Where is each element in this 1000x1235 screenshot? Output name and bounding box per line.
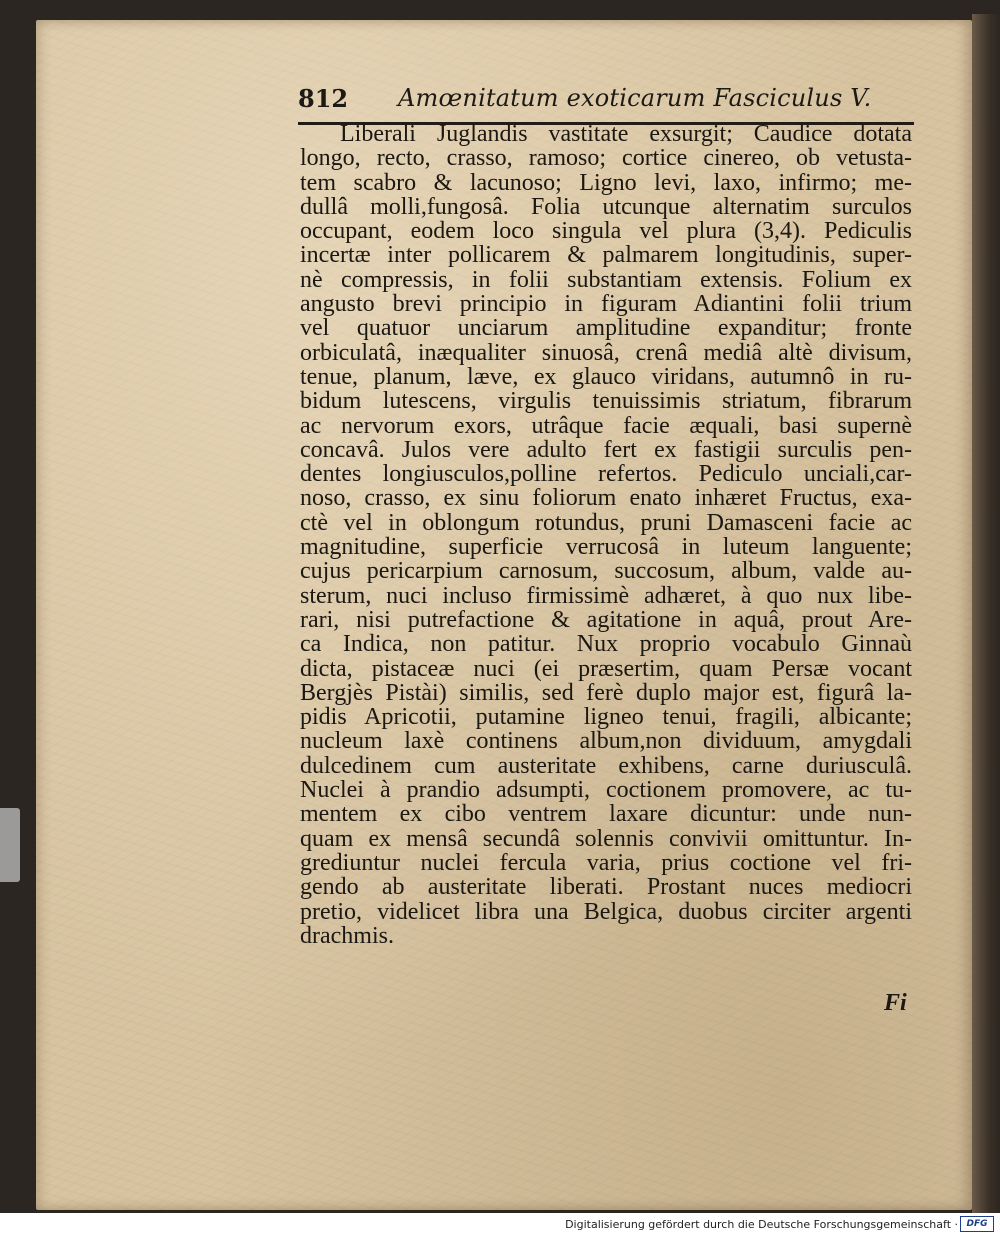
text-line: concavâ. Julos vere adulto fert ex fastigii surculis pen-: [300, 436, 912, 463]
text-line: bidum lutescens, virgulis tenuissimis striatum, fibrarum: [300, 388, 912, 415]
running-title: Amœnitatum exoticarum Fasciculus V.: [398, 84, 872, 112]
text-line: longo, recto, crasso, ramoso; cortice cinereo, ob vetusta-: [300, 145, 912, 172]
text-line: sterum, nuci incluso firmissimè adhæret, à quo nux libe-: [300, 582, 912, 609]
binding-gutter: [972, 14, 1000, 1213]
page-edge-tab: [0, 808, 20, 882]
text-line: pretio, videlicet libra una Belgica, duobus circiter argenti: [300, 898, 912, 925]
text-line: ca Indica, non patitur. Nux proprio vocabulo Ginnaù: [300, 631, 912, 658]
dfg-logo: DFG: [960, 1216, 994, 1232]
text-line: gendo ab austeritate liberati. Prostant nuces mediocri: [300, 874, 912, 901]
page-number: 812: [298, 84, 349, 113]
text-line: tenue, planum, læve, ex glauco viridans, autumnô in ru-: [300, 363, 912, 390]
text-line: grediuntur nuclei fercula varia, prius coctione vel fri-: [300, 849, 912, 876]
body-text: [300, 122, 912, 948]
footer-credit: Digitalisierung gefördert durch die Deutsche Forschungsgemeinschaft ·: [565, 1218, 958, 1231]
text-line: quam ex mensâ secundâ solennis convivii omittuntur. In-: [300, 825, 912, 852]
text-line: vel quatuor unciarum amplitudine expanditur; fronte: [300, 315, 912, 342]
text-line: dicta, pistaceæ nuci (ei præsertim, quam Persæ vocant: [300, 655, 912, 682]
text-line: occupant, eodem loco singula vel plura (3,4). Pediculis: [300, 218, 912, 245]
text-line: tem scabro & lacunoso; Ligno levi, laxo, infirmo; me-: [300, 169, 912, 196]
text-line: Bergjès Pistài) similis, sed ferè duplo major est, figurâ la-: [300, 679, 912, 706]
text-line: incertæ inter pollicarem & palmarem longitudinis, super-: [300, 242, 912, 269]
catchword: Fi: [884, 990, 907, 1016]
text-line: noso, crasso, ex sinu foliorum enato inhæret Fructus, exa-: [300, 485, 912, 512]
text-line: Liberali Juglandis vastitate exsurgit; Caudice dotata: [340, 121, 912, 147]
text-line: dentes longiusculos,polline refertos. Pediculo unciali,car-: [300, 461, 912, 488]
text-line: drachmis.: [300, 922, 394, 949]
text-line: Nuclei à prandio adsumpti, coctionem promovere, ac tu-: [300, 777, 912, 804]
page-header: [298, 84, 958, 120]
text-line: ac nervorum exors, utrâque facie æquali, basi supernè: [300, 412, 912, 439]
text-line: pidis Apricotii, putamine ligneo tenui, fragili, albicante;: [300, 704, 912, 731]
text-line: magnitudine, superficie verrucosâ in luteum languente;: [300, 534, 912, 561]
text-line: angusto brevi principio in figuram Adiantini folii trium: [300, 291, 912, 318]
text-line: nucleum laxè continens album,non dividuum, amygdali: [300, 728, 912, 755]
text-line: dullâ molli,fungosâ. Folia utcunque alternatim surculos: [300, 193, 912, 220]
text-line: mentem ex cibo ventrem laxare dicuntur: unde nun-: [300, 801, 912, 828]
text-line: rari, nisi putrefactione & agitatione in aquâ, prout Are-: [300, 606, 912, 633]
text-line: ctè vel in oblongum rotundus, pruni Damasceni facie ac: [300, 509, 912, 536]
text-line: orbiculatâ, inæqualiter sinuosâ, crenâ mediâ altè divisum,: [300, 339, 912, 366]
text-line: dulcedinem cum austeritate exhibens, carne duriusculâ.: [300, 752, 912, 779]
text-line: cujus pericarpium carnosum, succosum, album, valde au-: [300, 558, 912, 585]
text-line: nè compressis, in folii substantiam extensis. Folium ex: [300, 266, 912, 293]
